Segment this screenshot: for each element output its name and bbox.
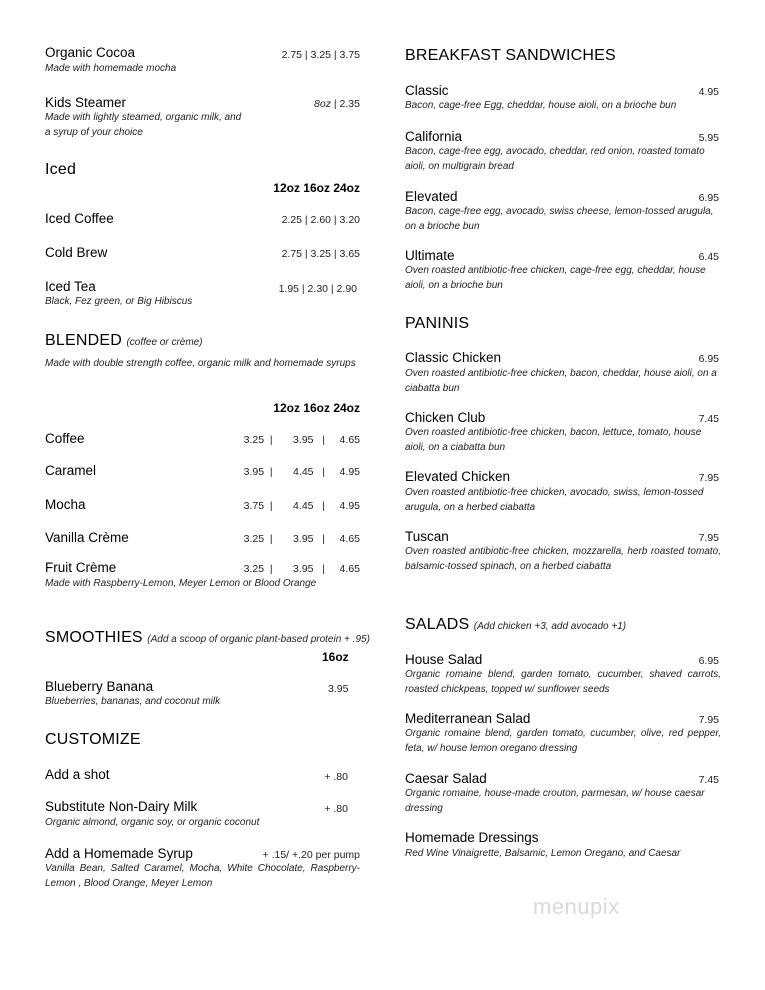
- mediterranean-salad-price: 7.95: [698, 714, 719, 726]
- organic-cocoa-desc: Made with homemade mocha: [45, 63, 177, 74]
- non-dairy-price: + .80: [324, 803, 348, 815]
- elevated-name: Elevated: [405, 189, 458, 204]
- organic-cocoa-name: Organic Cocoa: [45, 45, 136, 60]
- kids-steamer-price-value: | 2.35: [333, 98, 360, 110]
- tuscan-name: Tuscan: [405, 529, 449, 544]
- blended-caramel-price: 3.95 | 4.45 | 4.95: [243, 466, 360, 478]
- homemade-syrup-desc: Vanilla Bean, Salted Caramel, Mocha, White Chocolate, Raspberry-Lemon , Blood Orange, Meyer Lemon: [45, 863, 360, 889]
- blended-fruit-desc: Made with Raspberry-Lemon, Meyer Lemon or Blood Orange: [45, 578, 317, 589]
- iced-sizes: 12oz 16oz 24oz: [273, 181, 360, 195]
- organic-cocoa-price: 2.75 | 3.25 | 3.75: [281, 49, 360, 61]
- blended-mocha-name: Mocha: [45, 497, 86, 512]
- menupix-watermark: menupix: [533, 894, 620, 919]
- iced-coffee-name: Iced Coffee: [45, 211, 114, 226]
- cold-brew-price: 2.75 | 3.25 | 3.65: [281, 248, 360, 260]
- caesar-salad-desc: Organic romaine, house-made crouton, parmesan, w/ house caesar dressing: [405, 788, 705, 814]
- kids-steamer-name: Kids Steamer: [45, 95, 127, 110]
- blended-sizes: 12oz 16oz 24oz: [273, 401, 360, 415]
- ultimate-name: Ultimate: [405, 248, 455, 263]
- blended-coffee-name: Coffee: [45, 431, 85, 446]
- tuscan-desc: Oven roasted antibiotic-free chicken, mozzarella, herb roasted tomato, balsamic-tossed spinach, on a herbed ciabatta: [405, 546, 721, 572]
- house-salad-desc: Organic romaine blend, garden tomato, cucumber, shaved carrots, roasted chickpeas, topped w/ sunflower seeds: [405, 669, 721, 695]
- caesar-salad-name: Caesar Salad: [405, 771, 487, 786]
- iced-tea-name: Iced Tea: [45, 279, 96, 294]
- salads-heading: SALADS: [405, 616, 470, 633]
- smoothies-heading-row: [45, 629, 370, 647]
- dressings-name: Homemade Dressings: [405, 830, 539, 845]
- classic-name: Classic: [405, 83, 449, 98]
- house-salad-name: House Salad: [405, 652, 483, 667]
- non-dairy-name: Substitute Non-Dairy Milk: [45, 799, 198, 814]
- caesar-salad-price: 7.45: [698, 774, 719, 786]
- iced-tea-desc: Black, Fez green, or Big Hibiscus: [45, 296, 193, 307]
- iced-tea-price: 1.95 | 2.30 | 2.90: [278, 283, 357, 295]
- ultimate-price: 6.45: [698, 251, 719, 263]
- breakfast-heading: BREAKFAST SANDWICHES: [405, 47, 616, 64]
- add-shot-name: Add a shot: [45, 767, 110, 782]
- mediterranean-salad-desc: Organic romaine blend, garden tomato, cucumber, olive, red pepper, feta, w/ house lemon oregano dressing: [405, 728, 721, 754]
- salads-heading-row: [405, 616, 626, 634]
- house-salad-price: 6.95: [698, 655, 719, 667]
- elevated-chicken-desc: Oven roasted antibiotic-free chicken, avocado, swiss, lemon-tossed arugula, on a herbed ciabatta: [405, 487, 704, 513]
- tuscan-price: 7.95: [698, 532, 719, 544]
- kids-steamer-desc: Made with lightly steamed, organic milk, and a syrup of your choice: [45, 112, 242, 138]
- blueberry-banana-price: 3.95: [328, 683, 349, 695]
- chicken-club-price: 7.45: [698, 413, 719, 425]
- ultimate-desc: Oven roasted antibiotic-free chicken, cage-free egg, cheddar, house aioli, on a brioche bun: [405, 265, 706, 291]
- iced-heading: Iced: [45, 161, 77, 178]
- classic-desc: Bacon, cage-free Egg, cheddar, house aioli, on a brioche bun: [405, 100, 677, 111]
- classic-chicken-price: 6.95: [698, 353, 719, 365]
- cold-brew-name: Cold Brew: [45, 245, 108, 260]
- blended-heading-row: [45, 332, 203, 350]
- blended-fruit-name: Fruit Crème: [45, 560, 117, 575]
- california-name: California: [405, 129, 463, 144]
- paninis-heading: PANINIS: [405, 315, 470, 332]
- blended-coffee-price: 3.25 | 3.95 | 4.65: [243, 434, 360, 446]
- customize-heading: CUSTOMIZE: [45, 731, 141, 748]
- elevated-desc: Bacon, cage-free egg, avocado, swiss cheese, lemon-tossed arugula, on a brioche bun: [405, 206, 714, 232]
- classic-chicken-name: Classic Chicken: [405, 350, 502, 365]
- dressings-desc: Red Wine Vinaigrette, Balsamic, Lemon Oregano, and Caesar: [405, 848, 681, 859]
- elevated-chicken-price: 7.95: [698, 472, 719, 484]
- elevated-chicken-name: Elevated Chicken: [405, 469, 511, 484]
- smoothies-note: (Add a scoop of organic plant-based protein + .95): [147, 634, 370, 645]
- non-dairy-desc: Organic almond, organic soy, or organic coconut: [45, 817, 260, 828]
- chicken-club-name: Chicken Club: [405, 410, 486, 425]
- homemade-syrup-name: Add a Homemade Syrup: [45, 846, 193, 861]
- blended-heading: BLENDED: [45, 332, 122, 349]
- salads-note: (Add chicken +3, add avocado +1): [473, 621, 627, 632]
- iced-coffee-price: 2.25 | 2.60 | 3.20: [281, 214, 360, 226]
- blueberry-banana-desc: Blueberries, bananas, and coconut milk: [45, 696, 221, 707]
- blended-desc: Made with double strength coffee, organic milk and homemade syrups: [45, 358, 356, 369]
- california-price: 5.95: [698, 132, 719, 144]
- smoothies-heading: SMOOTHIES: [45, 629, 143, 646]
- mediterranean-salad-name: Mediterranean Salad: [405, 711, 531, 726]
- elevated-price: 6.95: [698, 192, 719, 204]
- blended-vanilla-name: Vanilla Crème: [45, 530, 129, 545]
- california-desc: Bacon, cage-free egg, avocado, cheddar, red onion, roasted tomato aioli, on multigrain bread: [405, 146, 705, 172]
- add-shot-price: + .80: [324, 771, 348, 783]
- kids-steamer-size: 8oz: [314, 98, 331, 110]
- kids-steamer-price: [240, 98, 360, 110]
- chicken-club-desc: Oven roasted antibiotic-free chicken, bacon, lettuce, tomato, house aioli, on a ciabatta bun: [405, 427, 702, 453]
- classic-price: 4.95: [698, 86, 719, 98]
- blended-mocha-price: 3.75 | 4.45 | 4.95: [243, 500, 360, 512]
- blueberry-banana-name: Blueberry Banana: [45, 679, 154, 694]
- blended-caramel-name: Caramel: [45, 463, 97, 478]
- blended-note: (coffee or crème): [126, 337, 203, 348]
- homemade-syrup-price: + .15/ +.20 per pump: [262, 849, 360, 861]
- classic-chicken-desc: Oven roasted antibiotic-free chicken, bacon, cheddar, house aioli, on a ciabatta bun: [405, 368, 717, 394]
- smoothies-size: 16oz: [322, 650, 349, 664]
- blended-vanilla-price: 3.25 | 3.95 | 4.65: [243, 533, 360, 545]
- blended-fruit-price: 3.25 | 3.95 | 4.65: [243, 563, 360, 575]
